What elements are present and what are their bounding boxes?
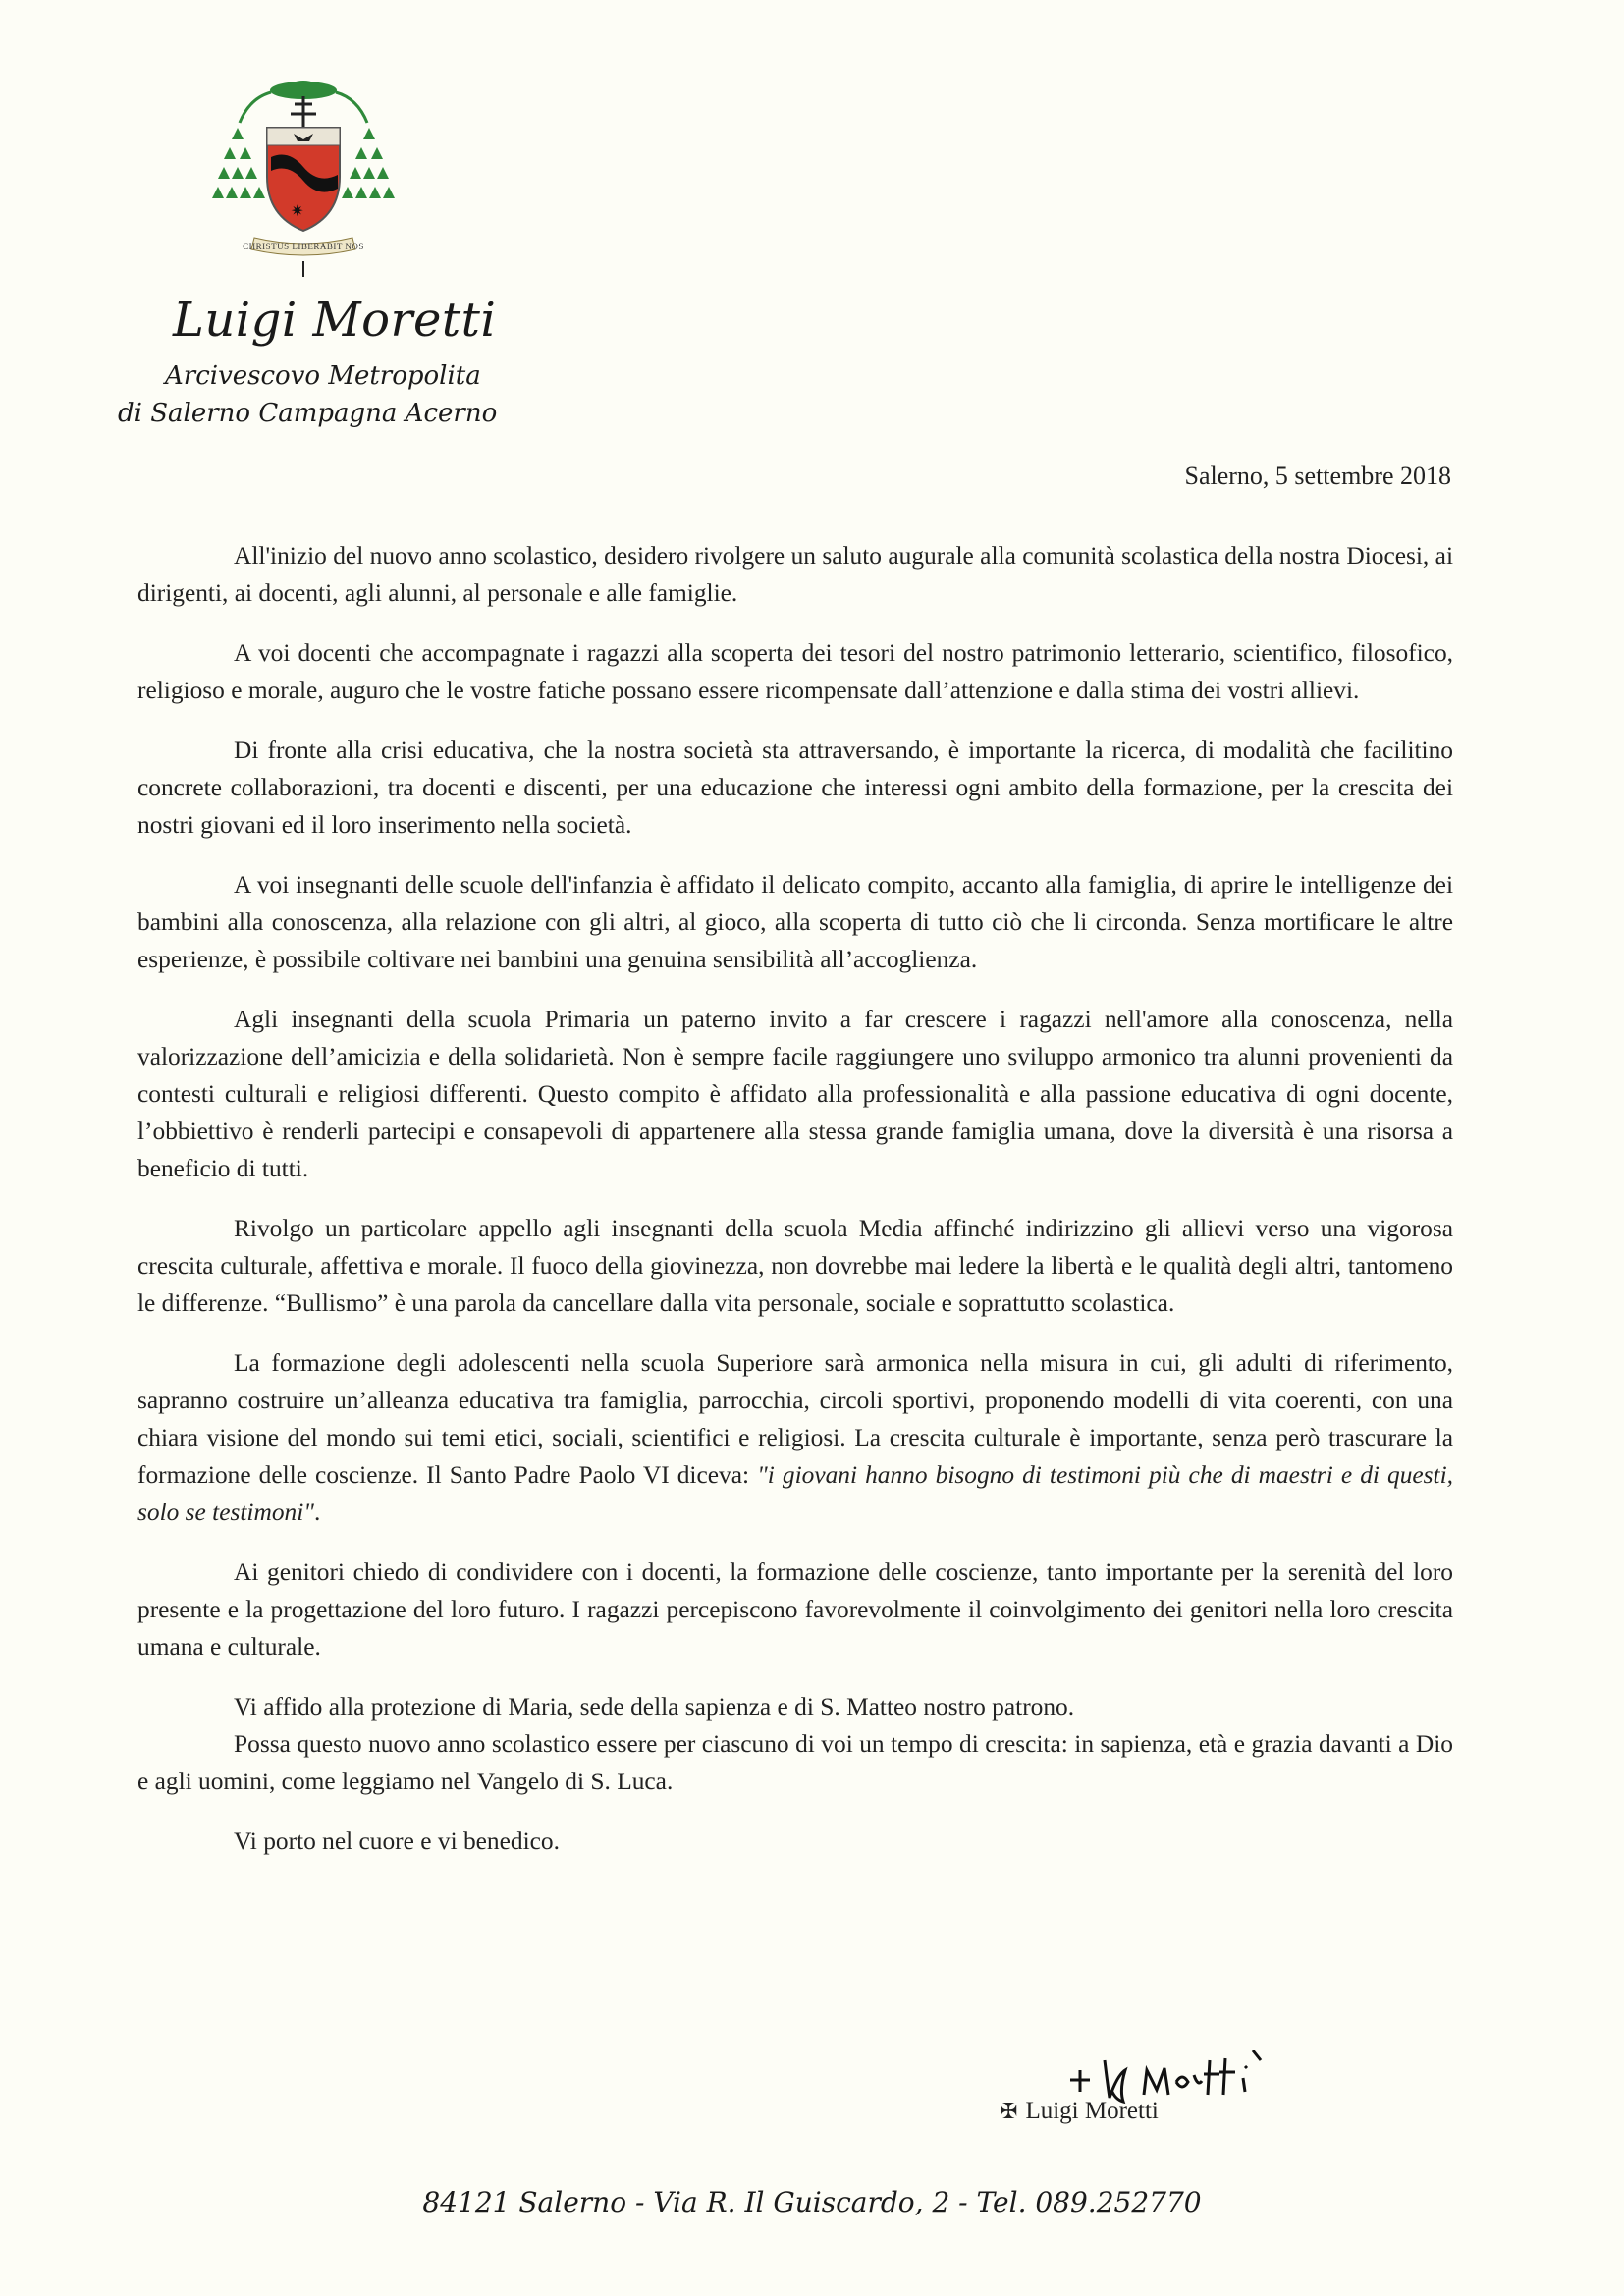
paragraph: Rivolgo un particolare appello agli insegnanti della scuola Media affinché indirizzino gli allievi verso una vigorosa crescita culturale, affettiva e morale. Il fuoco della giovinezza, non dovrebbe mai ledere la libertà e le qualità degli altri, tantomeno le differenze. “Bullismo” è una parola da cancellare dalla vita personale, sociale e soprattutto scolastica. — [137, 1215, 1453, 1317]
paragraph: A voi insegnanti delle scuole dell'infanzia è affidato il delicato compito, accanto alla famiglia, di aprire le intelligenze dei bambini alla conoscenza, alla relazione con gli altri, al gioco, alla scoperta di tutto ciò che li circonda. Senza mortificare le altre esperienze, è possibile coltivare nei bambini una genuina sensibilità all’accoglienza. — [137, 871, 1453, 973]
episcopal-cross-icon: ✠ — [1000, 2099, 1018, 2123]
sender-title: Arcivescovo Metropolita — [165, 361, 481, 391]
paragraph: A voi docenti che accompagnate i ragazzi alla scoperta dei tesori del nostro patrimonio letterario, scientifico, filosofico, religioso e morale, auguro che le vostre fatiche possano essere ricompensate dall’attenzione e dalla stima dei vostri allievi. — [137, 639, 1453, 704]
paul-vi-quote: "i giovani hanno bisogno di testimoni più che di maestri e di questi, solo se testimoni" — [137, 1461, 1453, 1526]
signer-printed-name: Luigi Moretti — [1025, 2098, 1159, 2124]
paragraph: Ai genitori chiedo di condividere con i docenti, la formazione delle coscienze, tanto importante per la serenità del loro presente e la progettazione del loro futuro. I ragazzi percepiscono favorevolmente il coinvolgimento dei genitori nella loro crescita umana e culturale. — [137, 1558, 1453, 1661]
paragraph: All'inizio del nuovo anno scolastico, desidero rivolgere un saluto augurale alla comunità scolastica della nostra Diocesi, ai dirigenti, ai docenti, agli alunni, al personale e alle famiglie. — [137, 542, 1453, 607]
paragraph: Di fronte alla crisi educativa, che la nostra società sta attraversando, è importante la ricerca, di modalità che facilitino concrete collaborazioni, tra docenti e discenti, per una educazione che interessi ogni ambito della formazione, per la crescita dei nostri giovani ed il loro inserimento nella società. — [137, 737, 1453, 839]
crest-motto: CHRISTUS LIBERABIT NOS — [243, 242, 364, 251]
coat-of-arms-icon — [210, 69, 397, 285]
svg-text:✷: ✷ — [291, 201, 304, 220]
footer-address: 84121 Salerno - Via R. Il Guiscardo, 2 - Tel. 089.252770 — [422, 2186, 1202, 2218]
letter-body — [137, 537, 1453, 1883]
paragraph-with-quote — [137, 1344, 1453, 1531]
signer-name — [1000, 2098, 1159, 2125]
closing-line: Vi porto nel cuore e vi benedico. — [234, 1828, 560, 1855]
sender-diocese: di Salerno Campagna Acerno — [118, 399, 498, 428]
letter-date: Salerno, 5 settembre 2018 — [1184, 462, 1451, 490]
paragraph: Possa questo nuovo anno scolastico essere per ciascuno di voi un tempo di crescita: in sapienza, età e grazia davanti a Dio e agli uomini, come leggiamo nel Vangelo di S. Luca. — [137, 1730, 1453, 1795]
paragraph-text: La formazione degli adolescenti nella scuola Superiore sarà armonica nella misura in cui, gli adulti di riferimento, sapranno costruire un’alleanza educativa tra famiglia, parrocchia, circoli sportivi, proponendo modelli di vita coerenti, con una chiara visione del mondo sui temi etici, sociali, scientifici e religiosi. La crescita culturale è importante, senza però trascurare la formazione delle coscienze. Il Santo Padre Paolo VI diceva: — [137, 1349, 1453, 1489]
paragraph: Agli insegnanti della scuola Primaria un paterno invito a far crescere i ragazzi nell'amore alla conoscenza, nella valorizzazione dell’amicizia e della solidarietà. Non è sempre facile raggiungere uno sviluppo armonico tra alunni provenienti da contesti culturali e religiosi differenti. Questo compito è affidato alla professionalità e alla passione educativa di ogni docente, l’obbiettivo è renderli partecipi e consapevoli di appartenere alla stessa grande famiglia umana, dove la diversità è una risorsa a beneficio di tutti. — [137, 1006, 1453, 1182]
sender-name: Luigi Moretti — [173, 293, 497, 348]
paragraph-end: . — [313, 1499, 321, 1526]
paragraph: Vi affido alla protezione di Maria, sede della sapienza e di S. Matteo nostro patrono. — [234, 1693, 1075, 1721]
